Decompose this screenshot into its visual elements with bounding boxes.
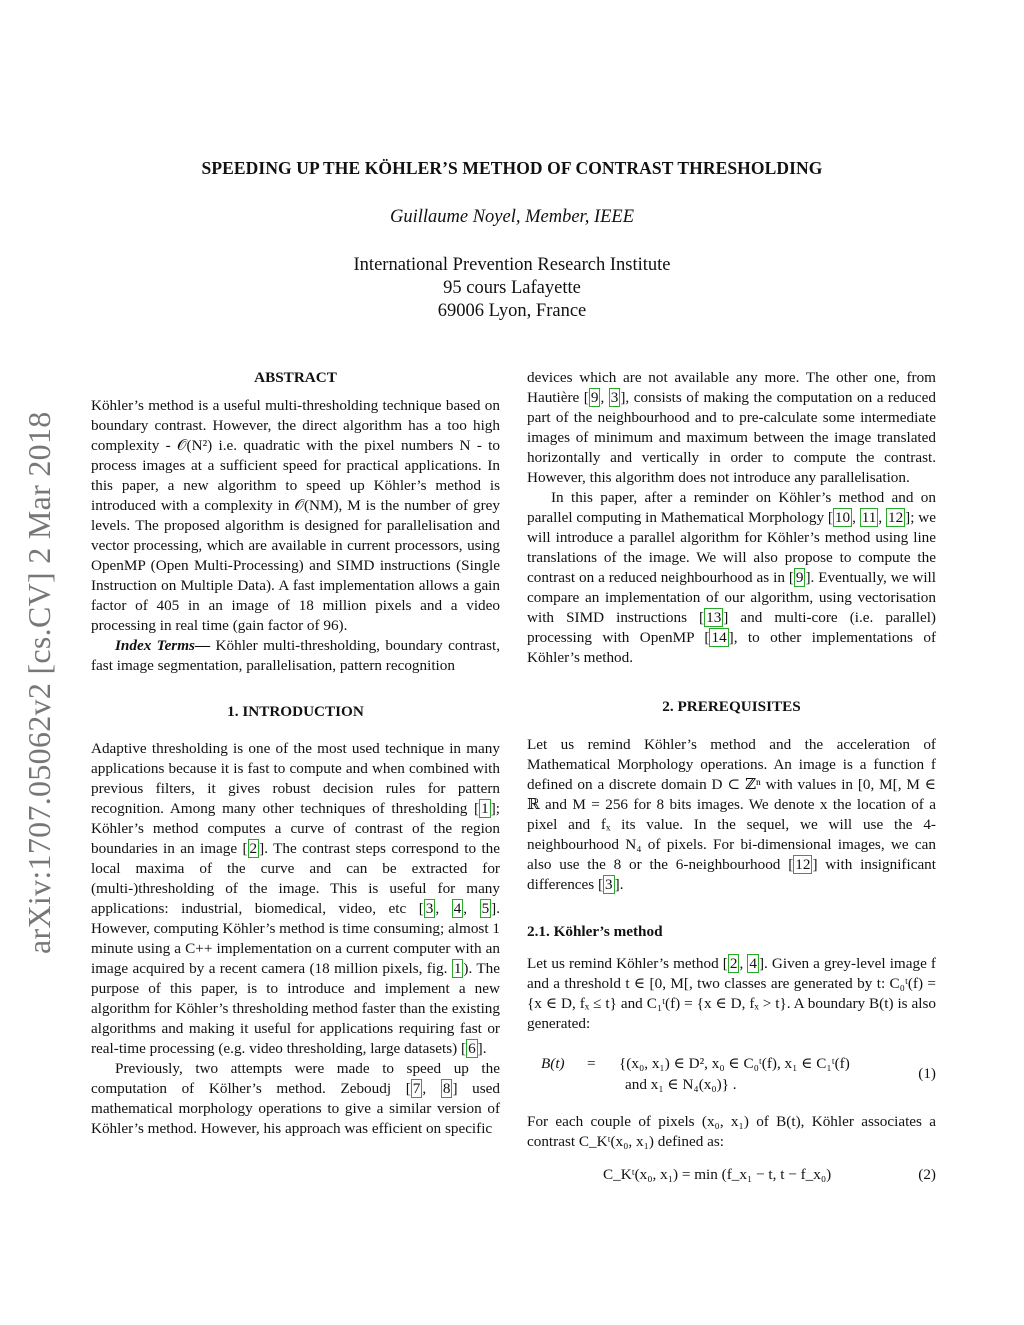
contrast-paragraph: For each couple of pixels (x₀, x₁) of B(t), Köhler associates a contrast C_Kᵗ(x₀, x₁) defined as:: [527, 1113, 936, 1150]
equation-1-line-2: and x₁ ∈ N₄(x₀)} .: [625, 1076, 737, 1093]
right-paragraph-1: devices which are not available any more. The other one, from Hautière [ 9 , 3 ], consists of making the computation on a reduced part of the neighbourhood and to pre-calculate some intermediate images of minimum and maximum between the image translated horizontally and vertically in order to compute the contrast. However, this algorithm does not introduce any parallelisation.: [527, 369, 936, 486]
kohler-subsection-heading: 2.1. Köhler’s method: [527, 923, 663, 940]
right-paragraph-2: In this paper, after a reminder on Köhler’s method and on parallel computing in Mathematical Morphology [ 10 , 11 , 12 ]; we will introduce a parallel algorithm for Köhler’s method using line translations of the image. We will also propose to compute the contrast on a reduced neighbourhood as in [ 9 ]. Eventually, we will compare an implementation of our algorithm, using vectorisation with SIMD instructions [ 13 ] and multi-core (i.e. parallel) processing with OpenMP [ 14 ], to other implementations of Köhler’s method.: [527, 489, 937, 666]
citation-link[interactable]: 7: [412, 1080, 421, 1097]
citation-link[interactable]: 13: [706, 609, 722, 626]
citation-link[interactable]: 4: [453, 900, 462, 917]
abstract-text: Köhler’s method is a useful multi-thresholding technique based on boundary contrast. However, the direct algorithm has a too high complexity - 𝒪(N²) i.e. quadratic with the pixel numbers N - to process images at a sufficient speed for practical applications. In this paper, a new algorithm to speed up Köhler’s method is introduced with a complexity in 𝒪(NM), M is the number of grey levels. The proposed algorithm is designed for parallelisation and vector processing, which are available in current processors, using OpenMP (Open Multi-Processing) and SIMD instructions (Single Instruction on Multiple Data). A fast implementation allows a gain factor of 405 in an image of 18 million pixels and a video processing in real time (gain factor of 96).: [91, 397, 500, 634]
equation-1-number: (1): [918, 1065, 936, 1082]
citation-link[interactable]: 12: [887, 509, 904, 526]
equation-1-equals: =: [587, 1055, 596, 1072]
figure-link[interactable]: 1: [453, 960, 462, 977]
affiliation-street: 95 cours Lafayette: [443, 278, 581, 298]
prerequisites-heading: 2. PREREQUISITES: [662, 698, 801, 715]
right-column: [527, 368, 936, 1188]
abstract-heading: ABSTRACT: [254, 369, 337, 386]
equation-2: [527, 1162, 936, 1188]
index-terms-label: Index Terms—: [115, 637, 211, 654]
index-terms: [91, 636, 500, 676]
citation-link[interactable]: 5: [481, 900, 490, 917]
affiliation-institute: International Prevention Research Institute: [353, 255, 671, 275]
arxiv-stamp: arXiv:1707.05062v2 [cs.CV] 2 Mar 2018: [21, 411, 57, 954]
equation-2-number: (2): [918, 1166, 936, 1183]
citation-link[interactable]: 14: [711, 629, 727, 646]
citation-link[interactable]: 10: [834, 509, 851, 526]
prerequisites-paragraph: Let us remind Köhler’s method and the acceleration of Mathematical Morphology operations. An image is a function f defined on a discrete domain D ⊂ ℤⁿ with values in [0, M[, M ∈ ℝ and M = 256 for 8 bits images. We denote x the location of a pixel and fₓ its value. In the sequel, we will use the 4-neighbourhood N₄ of pixels. For bi-dimensional images, we can also use the 8 or the 6-neighbourhood [ 12 ] with insignificant differences [ 3 ].: [527, 736, 936, 893]
affiliation: [0, 254, 1024, 323]
citation-link[interactable]: 3: [605, 876, 613, 893]
citation-link[interactable]: 3: [425, 900, 434, 917]
intro-paragraph-1: Adaptive thresholding is one of the most used technique in many applications because it is fast to compute and when combined with previous filters, it gives robust decision rules for pattern recognition. Among many other techniques of thresholding [ 1 ]; Köhler’s method computes a curve of contrast of the region boundaries in an image [ 2 ]. The contrast steps correspond to the local maxima of the curve and can be extracted for (multi-)thresholding of the image. This is useful for many applications: industrial, biomedical, video, etc [ 3 , 4 , 5 ]. However, computing Köhler’s method is time consuming; almost 1 minute using a C++ implementation on a current computer with an image acquired by a recent camera (18 million pixels, fig. 1 ). The purpose of this paper, is to introduce and implement a new algorithm for Köhler’s thresholding method faster than the existing algorithms and making it useful for applications requiring fast or real-time processing (e.g. video thresholding, large datasets) [ 6 ].: [91, 740, 501, 1057]
citation-link[interactable]: 2: [729, 955, 738, 972]
equation-2-body: C_Kᵗ(x₀, x₁) = min (f_x₁ − t, t − f_x₀): [603, 1166, 832, 1183]
citation-link[interactable]: 6: [468, 1040, 476, 1057]
intro-paragraph-2: Previously, two attempts were made to speed up the computation of Kölher’s method. Zeboudj [ 7 , 8 ] used mathematical morphology operations to give a similar version of Köhler’s method. However, his approach was efficient on specific: [91, 1060, 500, 1137]
index-terms-text: Köhler multi-thresholding, boundary contrast, fast image segmentation, parallelisation, pattern recognition: [91, 637, 500, 674]
intro-heading: 1. INTRODUCTION: [227, 703, 364, 720]
paper-title: SPEEDING UP THE KÖHLER’S METHOD OF CONTRAST THRESHOLDING: [201, 158, 823, 178]
left-column: [91, 368, 500, 1139]
citation-link[interactable]: 2: [249, 840, 258, 857]
author-line: Guillaume Noyel, Member, IEEE: [389, 207, 635, 227]
citation-link[interactable]: 4: [749, 955, 757, 972]
affiliation-city: 69006 Lyon, France: [437, 301, 587, 321]
kohler-paragraph: Let us remind Köhler’s method [ 2 , 4 ]. Given a grey-level image f and a threshold t ∈ [0, M[, two classes are generated by t: C₀ᵗ(f) = {x ∈ D, fₓ ≤ t} and C₁ᵗ(f) = {x ∈ D, fₓ > t}. A boundary B(t) is also generated:: [527, 955, 936, 1032]
citation-link[interactable]: 1: [481, 800, 489, 817]
citation-link[interactable]: 12: [795, 856, 811, 873]
citation-link[interactable]: 8: [442, 1080, 451, 1097]
citation-link[interactable]: 11: [861, 509, 877, 526]
equation-1: [527, 1048, 936, 1098]
equation-1-lhs: B(t): [541, 1055, 565, 1072]
citation-link[interactable]: 9: [795, 569, 804, 586]
citation-link[interactable]: 3: [610, 389, 619, 406]
citation-link[interactable]: 9: [590, 389, 599, 406]
equation-1-line-1: {(x₀, x₁) ∈ D², x₀ ∈ C₀ᵗ(f), x₁ ∈ C₁ᵗ(f): [619, 1055, 850, 1072]
